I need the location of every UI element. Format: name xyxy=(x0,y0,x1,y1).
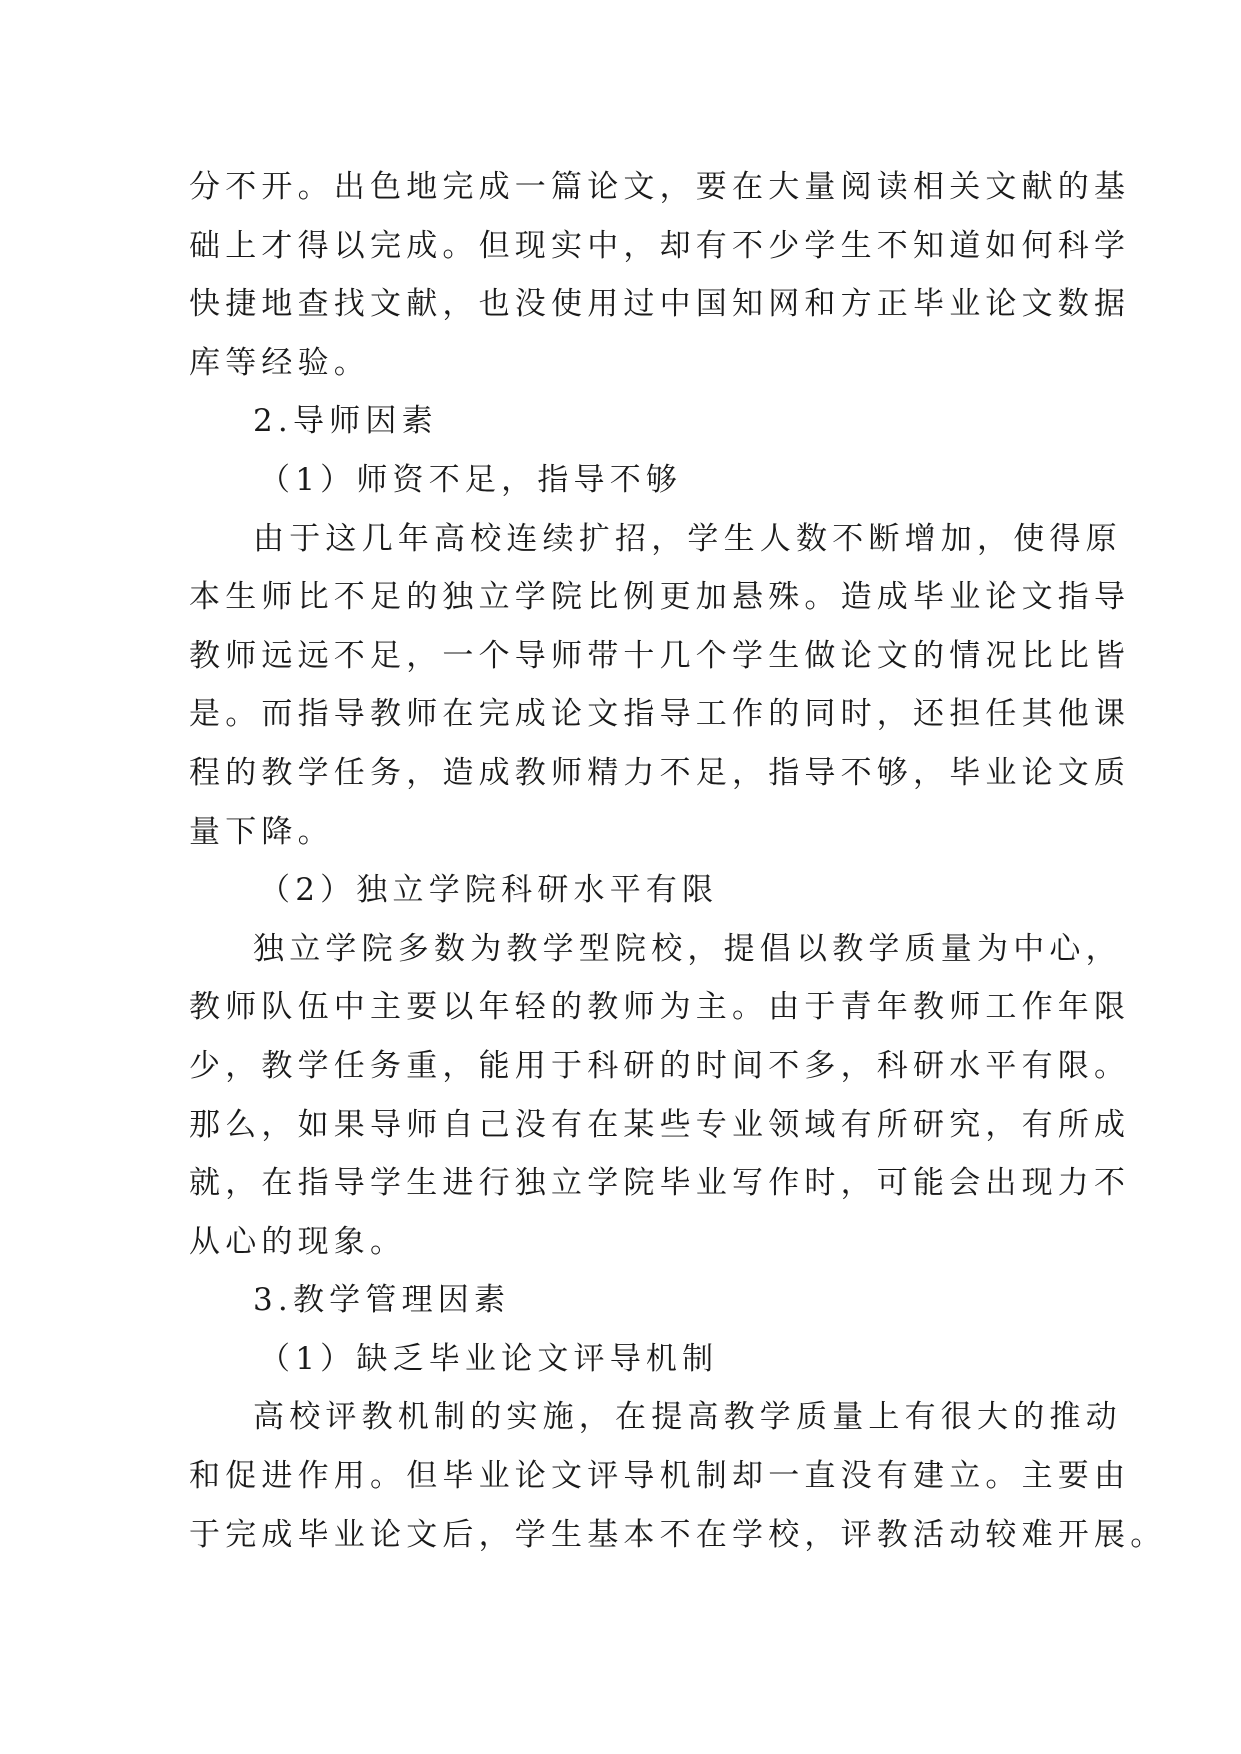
text-line: 那么，如果导师自己没有在某些专业领域有所研究，有所成 xyxy=(189,1106,1131,1143)
subsection-heading: （1）师资不足，指导不够 xyxy=(259,461,683,498)
text-line: 本生师比不足的独立学院比例更加悬殊。造成毕业论文指导 xyxy=(189,579,1131,616)
text-line: 于完成毕业论文后，学生基本不在学校，评教活动较难开展。 xyxy=(189,1516,1167,1553)
body-text xyxy=(189,158,1167,1564)
text-line: 分不开。出色地完成一篇论文，要在大量阅读相关文献的基 xyxy=(189,169,1131,205)
text-line: 础上才得以完成。但现实中，却有不少学生不知道如何科学 xyxy=(189,227,1131,264)
text-line: 快捷地查找文献，也没使用过中国知网和方正毕业论文数据 xyxy=(189,286,1131,323)
text-line: 从心的现象。 xyxy=(189,1223,407,1260)
text-line: 高校评教机制的实施，在提高教学质量上有很大的推动 xyxy=(253,1399,1122,1436)
text-line: 教师远远不足，一个导师带十几个学生做论文的情况比比皆 xyxy=(189,637,1131,674)
subsection-heading: （2）独立学院科研水平有限 xyxy=(259,872,719,909)
section-heading: 2.导师因素 xyxy=(253,403,438,440)
text-line: 由于这几年高校连续扩招，学生人数不断增加，使得原 xyxy=(253,520,1122,557)
text-line: 少，教学任务重，能用于科研的时间不多，科研水平有限。 xyxy=(189,1047,1131,1084)
text-line: 和促进作用。但毕业论文评导机制却一直没有建立。主要由 xyxy=(189,1458,1131,1495)
text-line: 库等经验。 xyxy=(189,344,370,381)
text-line: 就，在指导学生进行独立学院毕业写作时，可能会出现力不 xyxy=(189,1165,1131,1202)
text-line: 独立学院多数为教学型院校，提倡以教学质量为中心， xyxy=(253,930,1122,967)
text-line: 是。而指导教师在完成论文指导工作的同时，还担任其他课 xyxy=(189,696,1131,733)
section-heading: 3.教学管理因素 xyxy=(253,1282,511,1319)
text-line: 程的教学任务，造成教师精力不足，指导不够，毕业论文质 xyxy=(189,754,1131,791)
text-line: 教师队伍中主要以年轻的教师为主。由于青年教师工作年限 xyxy=(189,989,1131,1026)
subsection-heading: （1）缺乏毕业论文评导机制 xyxy=(259,1340,719,1377)
text-line: 量下降。 xyxy=(189,813,334,850)
